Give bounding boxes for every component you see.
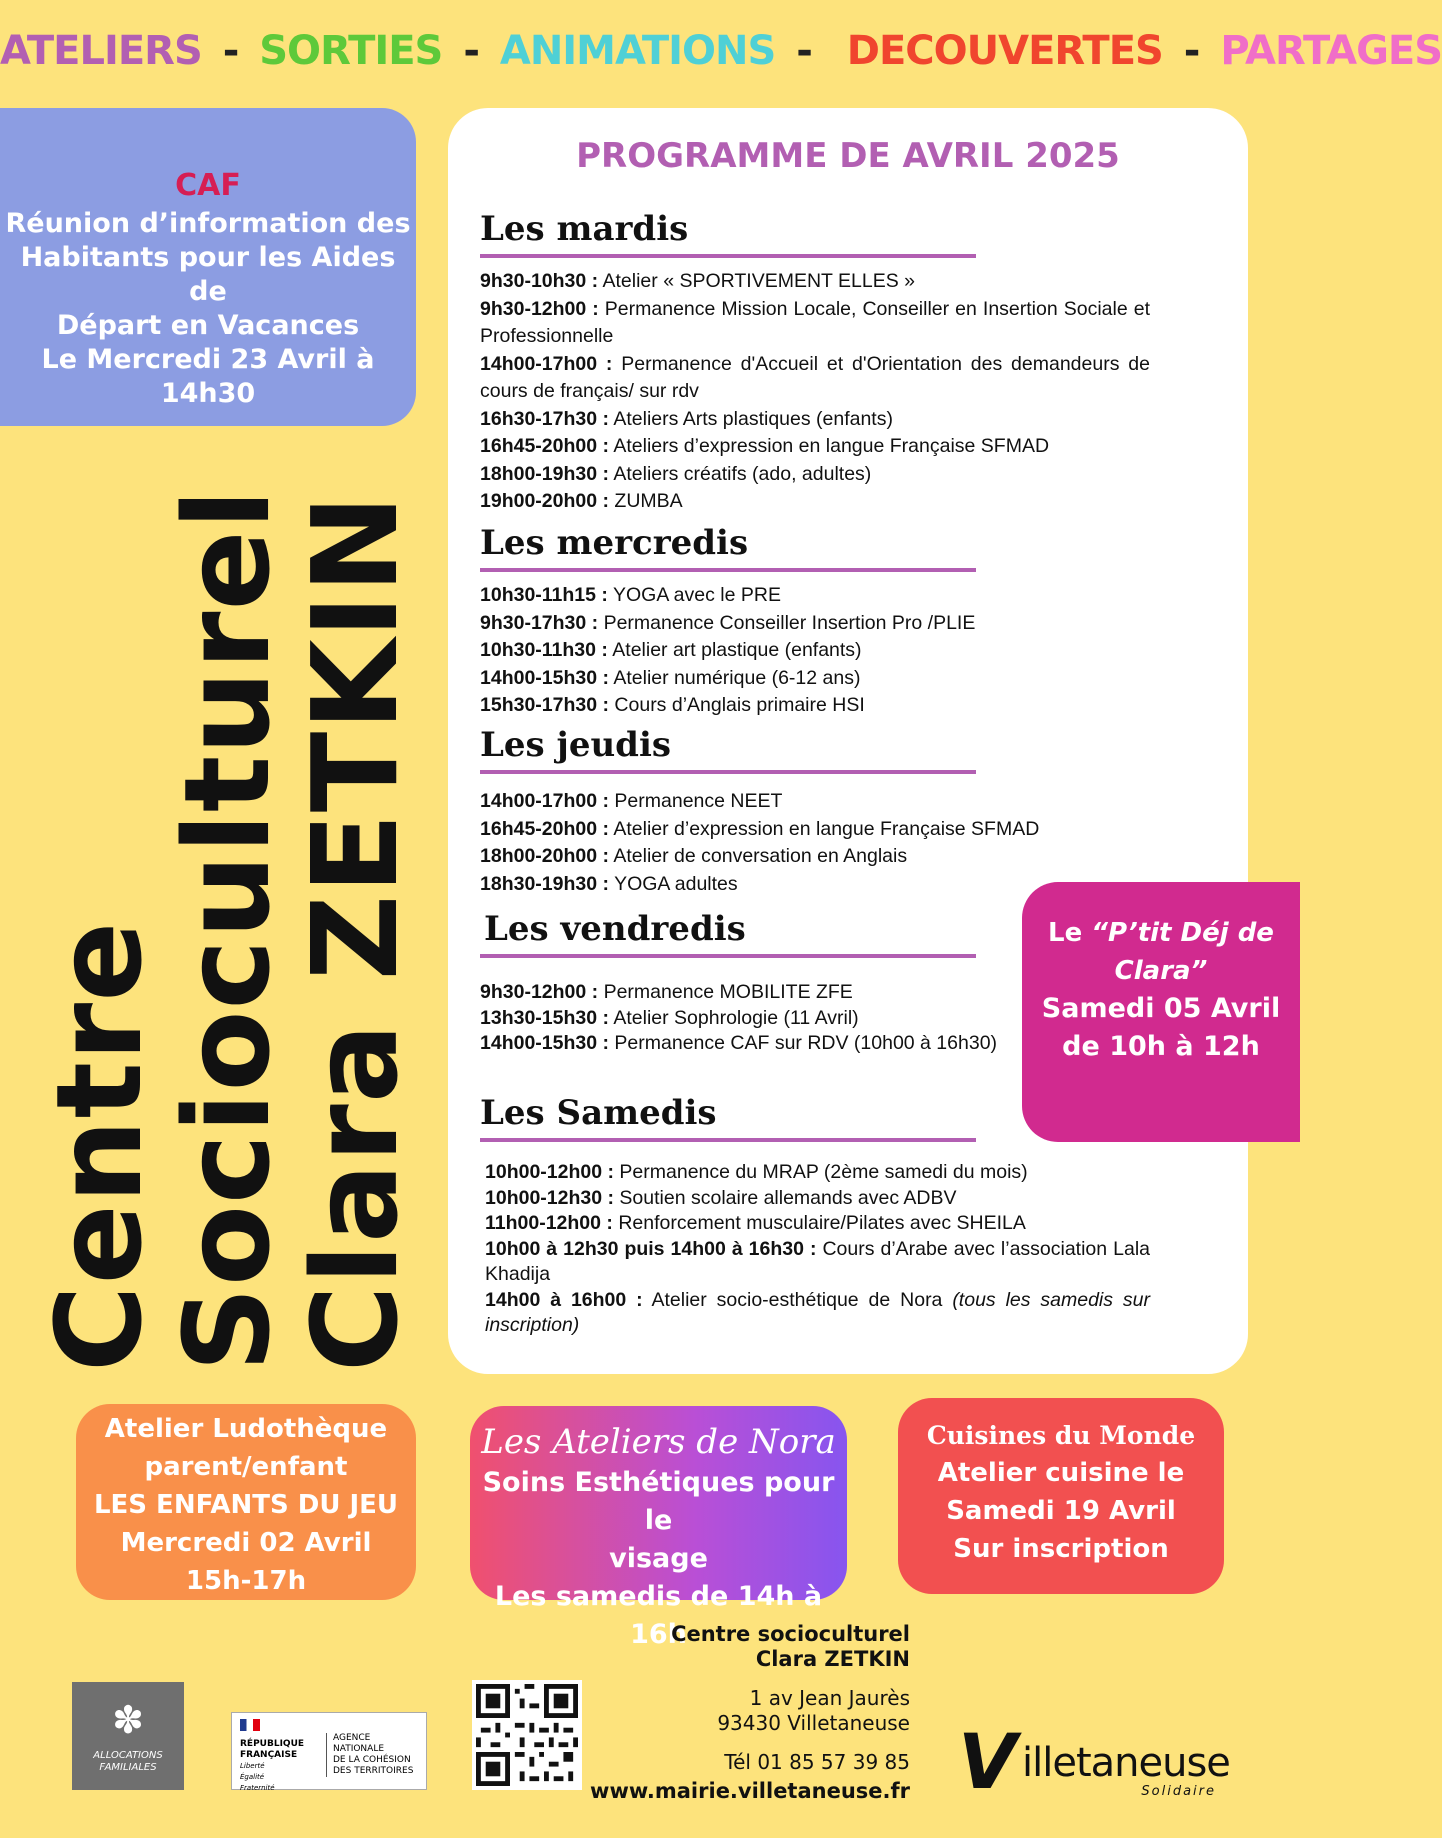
day-divider <box>480 1138 976 1142</box>
entry-time: 9h30-10h30 : <box>480 270 599 292</box>
qr-code-icon[interactable] <box>472 1680 582 1790</box>
header-separator: - <box>222 28 239 74</box>
caf-title: CAF <box>175 168 241 203</box>
day-divider <box>480 770 976 774</box>
schedule-entry <box>480 488 1150 516</box>
entry-text: Cours d’Arabe avec l’association Lala Khadija <box>485 1237 1150 1285</box>
villetaneuse-logo <box>958 1717 1230 1806</box>
entry-text: Atelier socio-esthétique de Nora <box>642 1288 953 1311</box>
day-section-mardis <box>480 208 1150 516</box>
ptit-dej-box <box>1022 882 1300 1142</box>
schedule-entry <box>480 610 1150 638</box>
entry-time: 18h00-20h00 : <box>480 845 609 867</box>
ptit-dej-date: Samedi 05 Avril <box>1041 993 1281 1024</box>
schedule-entry <box>480 433 1150 461</box>
entry-time: 10h00-12h30 : <box>485 1186 614 1209</box>
day-divider <box>480 568 976 572</box>
caf-info-box <box>0 108 416 426</box>
entry-text: Atelier numérique (6-12 ans) <box>609 666 861 689</box>
entry-text: Permanence Conseiller Insertion Pro /PLIE <box>598 611 976 634</box>
ludotheque-box <box>76 1404 416 1600</box>
day-section-mercredis <box>480 522 1150 720</box>
schedule-entry <box>485 1186 1150 1212</box>
ludotheque-line: Mercredi 02 Avril <box>120 1528 372 1558</box>
entry-time: 18h30-19h30 : <box>480 872 609 895</box>
schedule-entry <box>480 406 1150 434</box>
entry-time: 16h45-20h00 : <box>480 817 609 840</box>
day-section-vendredis <box>480 908 1040 1057</box>
entry-time: 10h30-11h30 : <box>480 639 608 661</box>
anct-text: AGENCE <box>333 1733 371 1743</box>
day-title: Les vendredis <box>484 909 746 949</box>
entry-text: Atelier de conversation en Anglais <box>609 845 908 867</box>
entry-time: 14h00 à 16h00 : <box>485 1288 643 1311</box>
header-item-ateliers: ATELIERS <box>0 28 202 74</box>
ludotheque-line: Atelier Ludothèque <box>104 1414 388 1444</box>
rf-motto: Égalité <box>240 1773 265 1781</box>
caf-line: Le Mercredi 23 Avril à <box>41 344 375 375</box>
anct-text: DE LA COHÉSION <box>333 1755 411 1765</box>
entry-text: Renforcement musculaire/Pilates avec SHEILA <box>612 1212 1026 1234</box>
entry-time: 11h00-12h00 : <box>485 1212 613 1234</box>
cuisine-box <box>898 1398 1224 1594</box>
republique-anct-logo <box>231 1712 427 1790</box>
schedule-entry <box>480 1031 1040 1057</box>
header-item-decouvertes: DECOUVERTES <box>846 28 1163 74</box>
header-separator: - <box>463 28 479 74</box>
entry-text: Ateliers d’expression en langue Française SFMAD <box>609 435 1050 457</box>
cuisine-line: Samedi 19 Avril <box>946 1496 1176 1526</box>
schedule-entry <box>485 1237 1150 1288</box>
entry-text: Atelier Sophrologie (11 Avril) <box>609 1006 859 1029</box>
entry-text: Permanence MOBILITE ZFE <box>598 981 853 1003</box>
contact-address: 1 av Jean Jaurès <box>749 1686 910 1710</box>
entry-text: Cours d’Anglais primaire HSI <box>609 694 865 716</box>
contact-address: 93430 Villetaneuse <box>717 1711 910 1735</box>
header-separator: - <box>796 28 812 74</box>
schedule-entry <box>480 1006 1040 1032</box>
entry-time: 13h30-15h30 : <box>480 1006 609 1029</box>
entry-time: 15h30-17h30 : <box>480 694 609 716</box>
entry-time: 10h00 à 12h30 puis 14h00 à 16h30 : <box>485 1237 817 1260</box>
nora-script-title: Les Ateliers de Nora <box>481 1422 836 1462</box>
schedule-entry <box>480 788 1150 816</box>
caf-logo-text: ALLOCATIONS <box>93 1750 163 1761</box>
schedule-entry <box>480 582 1150 610</box>
marianne-flag-icon <box>240 1719 260 1731</box>
schedule-entry <box>480 665 1150 693</box>
entry-time: 14h00-17h00 : <box>480 790 609 812</box>
entry-time: 10h30-11h15 : <box>480 584 608 606</box>
anct-text: DES TERRITOIRES <box>333 1766 414 1776</box>
entry-text: Atelier art plastique (enfants) <box>607 639 862 661</box>
day-title: Les Samedis <box>480 1093 717 1133</box>
entry-text: Permanence NEET <box>609 790 783 812</box>
entry-note: (tous les samedis sur inscription) <box>485 1288 1150 1336</box>
contact-phone: Tél 01 85 57 39 85 <box>724 1750 910 1774</box>
entry-time: 14h00-15h30 : <box>480 666 609 689</box>
vertical-title-line: Clara ZETKIN <box>286 493 424 1372</box>
day-title: Les jeudis <box>480 725 672 765</box>
header-separator: - <box>1183 28 1200 74</box>
rf-motto: Fraternité <box>240 1784 275 1792</box>
schedule-entry <box>480 980 1040 1006</box>
caf-line: Réunion d’information des <box>5 208 411 239</box>
entry-time: 10h00-12h00 : <box>485 1161 614 1183</box>
qr-code-graphic <box>476 1684 578 1786</box>
day-title: Les mercredis <box>480 523 749 563</box>
rf-text: RÉPUBLIQUE <box>240 1739 305 1749</box>
header-item-partages: PARTAGES <box>1220 28 1442 74</box>
entry-text: YOGA adultes <box>609 872 738 895</box>
vertical-centre-title <box>30 488 424 1372</box>
entry-time: 16h30-17h30 : <box>480 407 609 430</box>
ptit-dej-name: “P’tit Déj de Clara” <box>1091 918 1274 986</box>
day-section-jeudis <box>480 724 1150 898</box>
entry-time: 9h30-12h00 : <box>480 297 599 320</box>
caf-line: Départ en Vacances <box>56 310 360 341</box>
contact-name: Centre socioculturel <box>671 1622 910 1646</box>
program-title: PROGRAMME DE AVRIL 2025 <box>576 136 1120 176</box>
header-item-sorties: SORTIES <box>259 28 443 74</box>
cuisine-line: Sur inscription <box>953 1534 1169 1564</box>
ptit-dej-prefix: Le <box>1048 918 1092 948</box>
entry-time: 14h00-17h00 : <box>480 352 613 375</box>
rf-text: FRANÇAISE <box>240 1750 298 1760</box>
entry-time: 16h45-20h00 : <box>480 435 609 457</box>
entry-text: Permanence d'Accueil et d'Orientation des demandeurs de cours de français/ sur rdv <box>480 352 1150 402</box>
villetaneuse-subtitle: Solidaire <box>1141 1784 1216 1799</box>
schedule-entry <box>480 816 1150 844</box>
ptit-dej-hours: de 10h à 12h <box>1062 1031 1260 1062</box>
entry-time: 9h30-12h00 : <box>480 981 599 1003</box>
nora-line: Soins Esthétiques pour le <box>482 1467 835 1536</box>
caf-people-icon: ✽ <box>112 1698 144 1742</box>
caf-line: 14h30 <box>160 378 256 409</box>
contact-website-link[interactable]: www.mairie.villetaneuse.fr <box>590 1779 910 1803</box>
rf-motto: Liberté <box>240 1762 265 1770</box>
entry-text: Permanence du MRAP (2ème samedi du mois) <box>614 1161 1028 1183</box>
contact-name: Clara ZETKIN <box>755 1647 910 1671</box>
schedule-entry <box>480 461 1150 489</box>
schedule-entry <box>480 637 1150 665</box>
caf-logo <box>72 1682 184 1790</box>
day-title: Les mardis <box>480 209 689 249</box>
entry-text: Permanence CAF sur RDV (10h00 à 16h30) <box>609 1032 998 1054</box>
caf-logo-text: FAMILIALES <box>99 1762 157 1773</box>
villetaneuse-v-icon: V <box>958 1717 1017 1806</box>
entry-time: 18h00-19h30 : <box>480 462 609 485</box>
cuisine-line: Atelier cuisine le <box>937 1458 1185 1488</box>
entry-time: 19h00-20h00 : <box>480 490 609 512</box>
program-card <box>448 108 1248 1374</box>
entry-text: Soutien scolaire allemands avec ADBV <box>614 1186 957 1209</box>
contact-block <box>590 1622 910 1804</box>
entry-text: YOGA avec le PRE <box>607 584 781 606</box>
nora-line: visage <box>609 1543 708 1574</box>
schedule-entry <box>480 268 1150 296</box>
entry-text: Atelier « SPORTIVEMENT ELLES » <box>598 270 915 292</box>
schedule-entry <box>480 351 1150 406</box>
ludotheque-line: LES ENFANTS DU JEU <box>93 1490 399 1520</box>
cuisine-title: Cuisines du Monde <box>926 1421 1196 1450</box>
schedule-entry <box>485 1160 1150 1186</box>
entry-text: Ateliers Arts plastiques (enfants) <box>609 407 893 430</box>
day-divider <box>480 254 976 258</box>
schedule-entry <box>485 1211 1150 1237</box>
header-item-animations: ANIMATIONS <box>499 28 776 74</box>
caf-line: Habitants pour les Aides de <box>20 242 396 307</box>
entry-time: 14h00-15h30 : <box>480 1032 609 1054</box>
header-tagline <box>0 28 1442 74</box>
ludotheque-line: 15h-17h <box>185 1566 307 1596</box>
entry-text: Atelier d’expression en langue Française SFMAD <box>609 817 1040 840</box>
villetaneuse-wordmark: illetaneuse <box>1022 1740 1230 1786</box>
entry-text: Permanence Mission Locale, Conseiller en Insertion Sociale et Professionnelle <box>480 297 1150 347</box>
schedule-entry <box>485 1288 1150 1339</box>
ptit-dej-title <box>1022 914 1300 990</box>
entry-text: Ateliers créatifs (ado, adultes) <box>609 462 872 485</box>
vertical-title-line: Socioculturel <box>158 488 296 1372</box>
schedule-entry <box>480 843 1150 871</box>
day-divider <box>480 954 976 958</box>
schedule-entry <box>480 692 1150 720</box>
vertical-title-line: Centre <box>30 920 168 1372</box>
entry-time: 9h30-17h30 : <box>480 611 599 634</box>
schedule-entry <box>480 296 1150 351</box>
nora-line: Les samedis de 14h à 16h <box>494 1581 823 1650</box>
ludotheque-line: parent/enfant <box>144 1452 348 1482</box>
entry-text: ZUMBA <box>609 490 683 512</box>
anct-text: NATIONALE <box>333 1744 385 1754</box>
